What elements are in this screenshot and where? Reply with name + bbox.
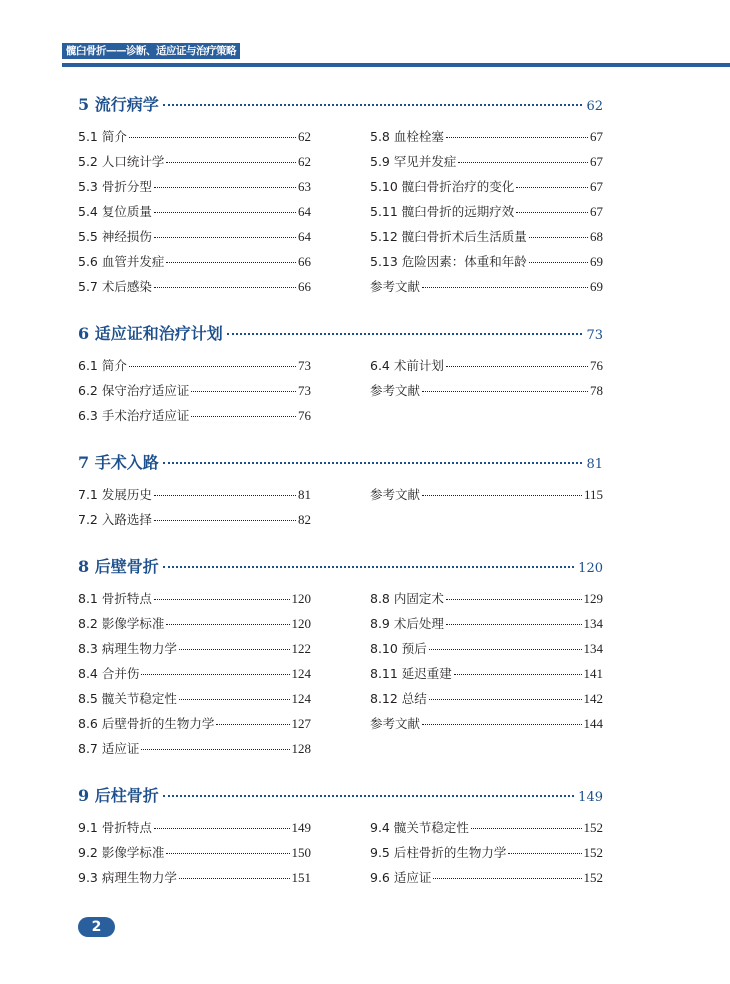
chapter-heading[interactable] — [78, 450, 603, 472]
entry-page: 63 — [298, 179, 311, 194]
entry-title: 5.3 骨折分型 — [78, 179, 152, 194]
entry-page: 67 — [590, 204, 603, 219]
entry-title: 5.7 术后感染 — [78, 279, 152, 294]
toc-entry[interactable] — [370, 152, 603, 177]
entry-page: 144 — [583, 716, 603, 731]
entry-title: 6.3 手术治疗适应证 — [78, 408, 190, 423]
dot-leader — [154, 828, 290, 829]
dot-leader — [191, 416, 296, 417]
table-of-contents — [78, 92, 603, 912]
entry-page: 67 — [590, 154, 603, 169]
entry-page: 120 — [291, 591, 311, 606]
left-column — [78, 485, 311, 535]
chapter-heading[interactable] — [78, 321, 603, 343]
entry-title: 7.1 发展历史 — [78, 487, 152, 502]
entry-page: 69 — [590, 254, 603, 269]
toc-entry[interactable] — [78, 639, 311, 664]
dot-leader — [429, 699, 582, 700]
toc-entry[interactable] — [78, 510, 311, 535]
toc-entry[interactable] — [78, 152, 311, 177]
entry-title: 8.6 后壁骨折的生物力学 — [78, 716, 215, 731]
dot-leader — [422, 391, 588, 392]
toc-entry[interactable] — [370, 639, 603, 664]
entry-title: 5.4 复位质量 — [78, 204, 152, 219]
toc-entry[interactable] — [78, 843, 311, 868]
entry-title: 5.5 神经损伤 — [78, 229, 152, 244]
entry-page: 124 — [291, 666, 311, 681]
entry-page: 134 — [583, 641, 603, 656]
entry-page: 152 — [583, 870, 603, 885]
toc-entry[interactable] — [78, 406, 311, 431]
entry-title: 6.2 保守治疗适应证 — [78, 383, 190, 398]
dot-leader — [422, 287, 588, 288]
entry-page: 141 — [583, 666, 603, 681]
chapter-page: 120 — [578, 561, 603, 576]
entry-page: 76 — [590, 358, 603, 373]
toc-entry[interactable] — [78, 485, 311, 510]
entry-page: 149 — [291, 820, 311, 835]
dot-leader — [516, 187, 588, 188]
left-column — [78, 127, 311, 302]
toc-entry[interactable] — [370, 277, 603, 302]
entry-title: 8.12 总结 — [370, 691, 427, 706]
entry-page: 81 — [298, 487, 311, 502]
toc-entry[interactable] — [370, 252, 603, 277]
dot-leader — [154, 599, 290, 600]
dot-leader — [516, 212, 588, 213]
entry-page: 78 — [590, 383, 603, 398]
dot-leader — [154, 495, 296, 496]
entry-page: 69 — [590, 279, 603, 294]
toc-entry[interactable] — [370, 485, 603, 510]
chapter-heading[interactable] — [78, 783, 603, 805]
entry-page: 134 — [583, 616, 603, 631]
entry-title: 8.10 预后 — [370, 641, 427, 656]
entry-page: 142 — [583, 691, 603, 706]
right-column — [370, 818, 603, 893]
entry-title: 8.7 适应证 — [78, 741, 140, 756]
entry-title: 9.3 病理生物力学 — [78, 870, 177, 885]
chapter-section — [78, 321, 603, 431]
entry-page: 68 — [590, 229, 603, 244]
entry-title: 参考文献 — [370, 279, 421, 294]
dot-leader — [446, 366, 588, 367]
toc-entry[interactable] — [78, 381, 311, 406]
dot-leader — [179, 878, 290, 879]
dot-leader — [508, 853, 581, 854]
chapter-title: 7 手术入路 — [78, 453, 159, 472]
dot-leader — [166, 624, 289, 625]
entry-page: 127 — [291, 716, 311, 731]
entry-page: 73 — [298, 383, 311, 398]
entry-title: 参考文献 — [370, 487, 421, 502]
entry-title: 9.2 影像学标准 — [78, 845, 165, 860]
dot-leader — [154, 212, 296, 213]
entry-page: 128 — [291, 741, 311, 756]
toc-entry[interactable] — [370, 614, 603, 639]
entry-title: 8.8 内固定术 — [370, 591, 444, 606]
toc-entry[interactable] — [78, 614, 311, 639]
dot-leader — [429, 649, 582, 650]
dot-leader — [166, 853, 289, 854]
entry-title: 9.5 后柱骨折的生物力学 — [370, 845, 507, 860]
entry-title: 参考文献 — [370, 716, 421, 731]
dot-leader — [446, 624, 582, 625]
dot-leader — [529, 237, 588, 238]
entry-page: 66 — [298, 254, 311, 269]
dot-leader — [163, 795, 574, 797]
entry-page: 151 — [291, 870, 311, 885]
toc-entry[interactable] — [78, 868, 311, 893]
dot-leader — [154, 237, 296, 238]
dot-leader — [446, 137, 588, 138]
dot-leader — [422, 495, 582, 496]
chapter-section — [78, 554, 603, 764]
entry-title: 5.10 髋臼骨折治疗的变化 — [370, 179, 515, 194]
dot-leader — [163, 566, 574, 568]
entry-page: 64 — [298, 229, 311, 244]
entry-page: 122 — [291, 641, 311, 656]
dot-leader — [141, 749, 289, 750]
toc-entry[interactable] — [370, 381, 603, 406]
chapter-page: 149 — [578, 790, 603, 805]
right-column — [370, 589, 603, 764]
toc-entry[interactable] — [78, 356, 311, 381]
chapter-page: 73 — [586, 328, 603, 343]
toc-entry[interactable] — [78, 177, 311, 202]
entry-title: 8.11 延迟重建 — [370, 666, 452, 681]
entry-title: 8.9 术后处理 — [370, 616, 444, 631]
toc-entry[interactable] — [370, 689, 603, 714]
toc-entry[interactable] — [78, 714, 311, 739]
dot-leader — [129, 366, 296, 367]
dot-leader — [458, 162, 588, 163]
toc-entry[interactable] — [370, 818, 603, 843]
dot-leader — [163, 104, 583, 106]
entry-page: 76 — [298, 408, 311, 423]
chapter-heading[interactable] — [78, 92, 603, 114]
dot-leader — [154, 520, 296, 521]
dot-leader — [163, 462, 583, 464]
entry-title: 5.12 髋臼骨折术后生活质量 — [370, 229, 527, 244]
dot-leader — [141, 674, 289, 675]
entry-title: 5.1 简介 — [78, 129, 127, 144]
toc-entry[interactable] — [78, 739, 311, 764]
entry-page: 152 — [583, 820, 603, 835]
chapter-title: 6 适应证和治疗计划 — [78, 324, 223, 343]
dot-leader — [471, 828, 582, 829]
toc-entry[interactable] — [78, 252, 311, 277]
chapter-title: 8 后壁骨折 — [78, 557, 159, 576]
entry-title: 6.4 术前计划 — [370, 358, 444, 373]
chapter-section — [78, 92, 603, 302]
entry-page: 150 — [291, 845, 311, 860]
dot-leader — [154, 187, 296, 188]
entry-page: 129 — [583, 591, 603, 606]
left-column — [78, 356, 311, 431]
entry-page: 66 — [298, 279, 311, 294]
chapter-page: 81 — [586, 457, 603, 472]
dot-leader — [433, 878, 581, 879]
toc-entry[interactable] — [370, 589, 603, 614]
toc-entry[interactable] — [370, 664, 603, 689]
toc-entry[interactable] — [370, 843, 603, 868]
chapter-title: 5 流行病学 — [78, 95, 159, 114]
right-column — [370, 485, 603, 535]
entry-title: 8.5 髋关节稳定性 — [78, 691, 177, 706]
toc-entry[interactable] — [370, 177, 603, 202]
entry-title: 9.1 骨折特点 — [78, 820, 152, 835]
entry-page: 73 — [298, 358, 311, 373]
toc-entry[interactable] — [78, 202, 311, 227]
entry-page: 67 — [590, 179, 603, 194]
toc-entry[interactable] — [78, 227, 311, 252]
entry-page: 120 — [291, 616, 311, 631]
right-column — [370, 127, 603, 302]
entry-title: 8.4 合并伤 — [78, 666, 140, 681]
entry-page: 67 — [590, 129, 603, 144]
dot-leader — [227, 333, 583, 335]
toc-entry[interactable] — [78, 818, 311, 843]
dot-leader — [166, 262, 296, 263]
entry-title: 9.4 髋关节稳定性 — [370, 820, 469, 835]
right-column — [370, 356, 603, 431]
toc-entry[interactable] — [370, 227, 603, 252]
page-number-badge: 2 — [78, 917, 115, 937]
toc-entry[interactable] — [78, 589, 311, 614]
chapter-section — [78, 783, 603, 893]
chapter-title: 9 后柱骨折 — [78, 786, 159, 805]
entry-title: 8.2 影像学标准 — [78, 616, 165, 631]
entry-title: 8.1 骨折特点 — [78, 591, 152, 606]
chapter-section — [78, 450, 603, 535]
toc-entry[interactable] — [370, 127, 603, 152]
dot-leader — [129, 137, 296, 138]
entry-page: 82 — [298, 512, 311, 527]
toc-entry[interactable] — [370, 356, 603, 381]
dot-leader — [154, 287, 296, 288]
toc-entry[interactable] — [78, 277, 311, 302]
entry-page: 115 — [583, 487, 603, 502]
entry-title: 6.1 简介 — [78, 358, 127, 373]
entry-title: 9.6 适应证 — [370, 870, 432, 885]
dot-leader — [422, 724, 581, 725]
entry-title: 7.2 入路选择 — [78, 512, 152, 527]
entry-title: 5.8 血栓栓塞 — [370, 129, 444, 144]
left-column — [78, 589, 311, 764]
dot-leader — [216, 724, 289, 725]
left-column — [78, 818, 311, 893]
entry-title: 参考文献 — [370, 383, 421, 398]
dot-leader — [454, 674, 582, 675]
dot-leader — [179, 649, 290, 650]
entry-page: 152 — [583, 845, 603, 860]
entry-title: 5.9 罕见并发症 — [370, 154, 457, 169]
dot-leader — [191, 391, 296, 392]
chapter-page: 62 — [586, 99, 603, 114]
toc-entry[interactable] — [370, 202, 603, 227]
entry-page: 62 — [298, 154, 311, 169]
toc-entry[interactable] — [370, 714, 603, 739]
running-header: 髋臼骨折——诊断、适应证与治疗策略 — [62, 43, 240, 59]
header-rule — [62, 63, 730, 67]
dot-leader — [446, 599, 582, 600]
toc-entry[interactable] — [78, 664, 311, 689]
entry-page: 64 — [298, 204, 311, 219]
dot-leader — [166, 162, 296, 163]
dot-leader — [179, 699, 290, 700]
entry-page: 62 — [298, 129, 311, 144]
toc-entry[interactable] — [78, 127, 311, 152]
chapter-heading[interactable] — [78, 554, 603, 576]
entry-title: 5.11 髋臼骨折的远期疗效 — [370, 204, 515, 219]
entry-page: 124 — [291, 691, 311, 706]
entry-title: 8.3 病理生物力学 — [78, 641, 177, 656]
entry-title: 5.6 血管并发症 — [78, 254, 165, 269]
entry-title: 5.2 人口统计学 — [78, 154, 165, 169]
dot-leader — [529, 262, 588, 263]
toc-entry[interactable] — [370, 868, 603, 893]
entry-title: 5.13 危险因素：体重和年龄 — [370, 254, 527, 269]
toc-entry[interactable] — [78, 689, 311, 714]
